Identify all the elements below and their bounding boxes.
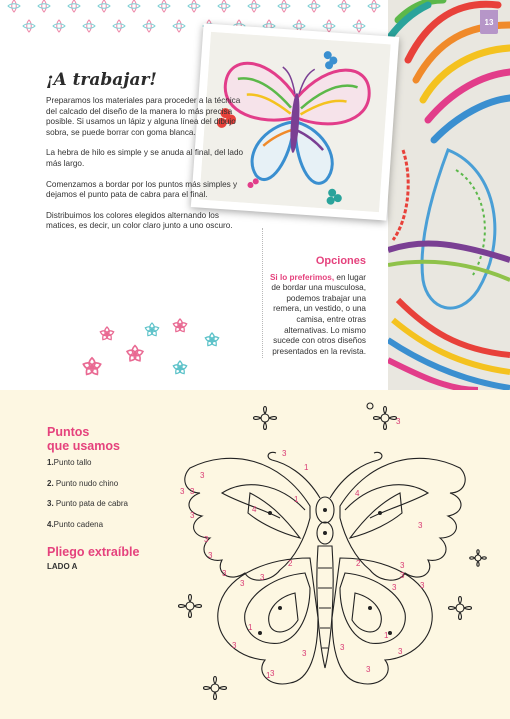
- options-box: [266, 256, 366, 357]
- diagram-label-3: 3: [418, 521, 423, 530]
- list-item: 4.Punto cadena: [47, 519, 104, 529]
- diagram-label-3: 3: [340, 643, 345, 652]
- dotted-divider: [262, 228, 263, 358]
- diagram-label-3: 3: [204, 535, 209, 544]
- page-number-badge: 13: [480, 10, 498, 34]
- paragraph-colors: Distribuimos los colores elegidos alternando los matices, es decir, un color claro junto a uno oscuro.: [46, 210, 233, 231]
- diagram-label-3: 3: [282, 449, 287, 458]
- diagram-label-3: 3: [190, 511, 195, 520]
- diagram-label-3: 3: [366, 665, 371, 674]
- diagram-label-3: 3: [270, 669, 275, 678]
- diagram-label-3: 3: [200, 471, 205, 480]
- options-text: [266, 273, 366, 358]
- diagram-label-4: 4: [355, 489, 360, 498]
- diagram-label-3: 3: [190, 487, 195, 496]
- diagram-label-3: 3: [222, 569, 227, 578]
- section-title: ¡A trabajar!: [46, 70, 157, 90]
- diagram-label-3: 3: [240, 579, 245, 588]
- diagram-label-1: 1: [266, 671, 271, 680]
- butterfly-pattern-diagram: [160, 398, 492, 716]
- pullout-title: Pliego extraíble: [47, 545, 140, 559]
- diagram-label-3: 3: [180, 487, 185, 496]
- diagram-label-3: 3: [260, 573, 265, 582]
- paragraph-thread: La hebra de hilo es simple y se anuda al final, del lado más largo.: [46, 148, 244, 168]
- diagram-label-3: 3: [400, 571, 405, 580]
- diagram-label-1: 1: [304, 463, 309, 472]
- stitch-list: [47, 458, 128, 540]
- options-title: Opciones: [315, 255, 366, 267]
- pullout-subtitle: LADO A: [47, 562, 78, 571]
- diagram-label-2: 2: [356, 559, 361, 568]
- diagram-label-3: 3: [302, 649, 307, 658]
- diagram-label-3: 3: [398, 647, 403, 656]
- diagram-label-3: 3: [400, 561, 405, 570]
- paragraph-order: Comenzamos a bordar por los puntos más simples y dejamos el punto pata de cabra para el final.: [46, 179, 238, 200]
- diagram-label-3: 3: [420, 581, 425, 590]
- list-item: 2. Punto nudo chino: [47, 478, 119, 488]
- diagram-label-1: 1: [248, 623, 253, 632]
- options-body: en lugar de bordar una musculosa, podemos trabajar una remera, un vestido, o una camisa, entre otras alternativas. Lo mismo sucede con otros diseños presentados en la revista.: [271, 272, 366, 356]
- options-highlight: Si lo preferimos,: [269, 272, 335, 282]
- list-item: 1.Punto tallo: [47, 458, 92, 467]
- diagram-label-3: 3: [396, 417, 401, 426]
- diagram-label-1: 1: [294, 495, 299, 504]
- diagram-label-3: 3: [392, 583, 397, 592]
- diagram-label-4: 4: [252, 505, 257, 514]
- stitches-title: Puntos que usamos: [47, 425, 120, 453]
- diagram-label-3: 3: [208, 551, 213, 560]
- diagram-label-2: 2: [288, 559, 293, 568]
- paragraph-materials: Preparamos los materiales para proceder a la técnica del calcado del diseño de la manera lo más precisa posible. Si usamos un lápiz y alguna línea del dibujo sobra, se puede borrar con goma blanca.: [46, 96, 241, 137]
- diagram-label-3: 3: [232, 641, 237, 650]
- list-item: 3. Punto pata de cabra: [47, 499, 128, 508]
- embroidery-photo-right: [388, 0, 510, 390]
- decorative-flowers: [72, 312, 242, 382]
- instructions-body: [46, 96, 246, 242]
- diagram-label-1: 1: [384, 631, 389, 640]
